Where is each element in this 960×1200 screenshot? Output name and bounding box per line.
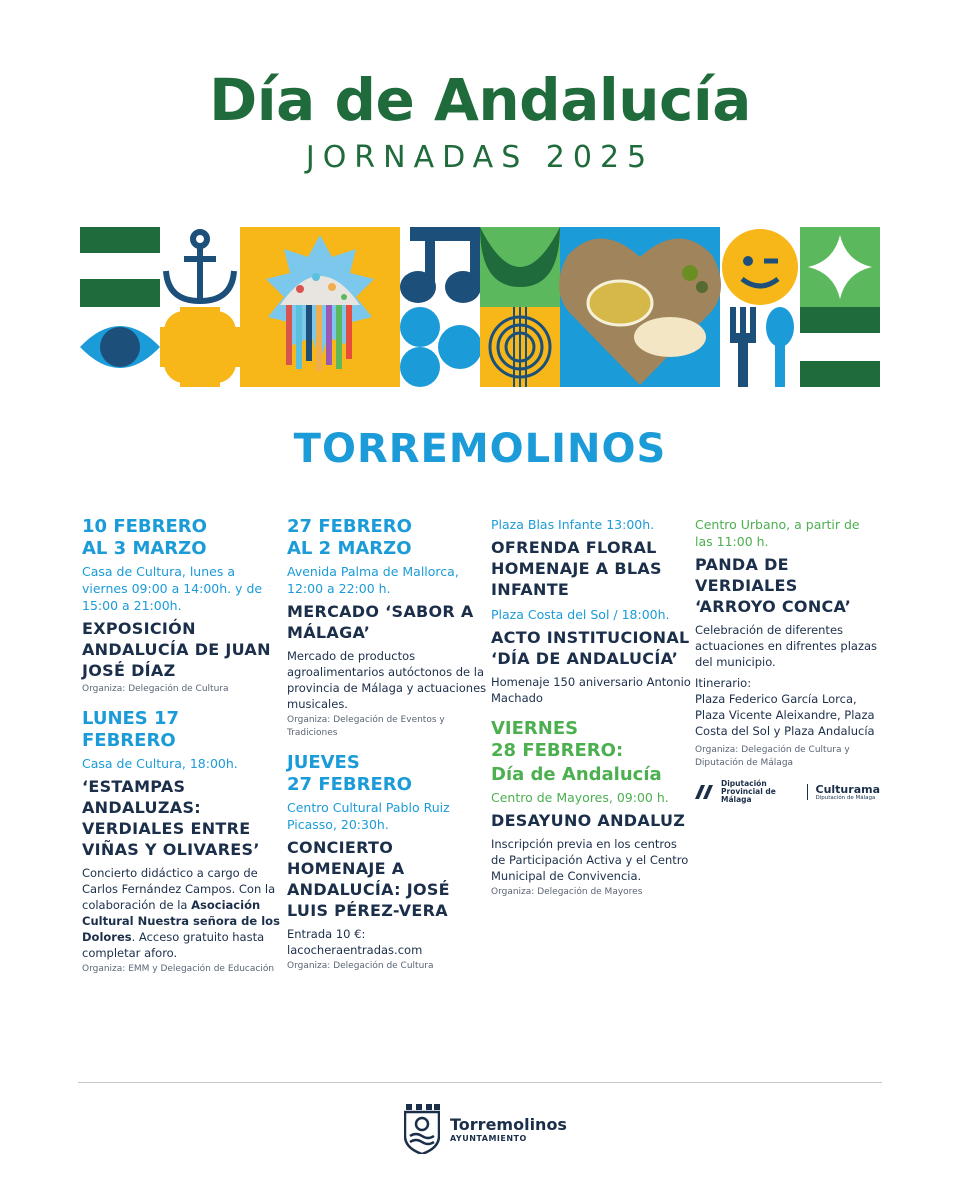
circles-icon bbox=[400, 307, 482, 387]
event-description: Homenaje 150 aniversario Antonio Machado bbox=[491, 675, 691, 705]
sponsor-divider bbox=[807, 784, 808, 800]
eye-icon bbox=[80, 326, 160, 368]
culturama-sub: Diputación de Málaga bbox=[815, 794, 876, 801]
column-2 bbox=[287, 516, 487, 973]
footer-sub: AYUNTAMIENTO bbox=[450, 1133, 527, 1143]
footer-divider bbox=[78, 1082, 882, 1083]
event-organizer: Organiza: Delegación de Mayores bbox=[491, 887, 643, 897]
event-organizer: Organiza: EMM y Delegación de Educación bbox=[82, 964, 275, 974]
verdiales-hat-image bbox=[240, 227, 400, 387]
anchor-icon bbox=[166, 232, 234, 301]
event-title: ‘ESTAMPAS ANDALUZAS: VERDIALES ENTRE VIÑAS Y OLIVARES’ bbox=[82, 777, 260, 859]
itinerary-label: Itinerario: bbox=[695, 676, 752, 690]
event-title: EXPOSICIÓN ANDALUCÍA DE JUAN JOSÉ DÍAZ bbox=[82, 619, 271, 680]
diputacion-icon bbox=[695, 785, 717, 799]
olive-oil-heart-image bbox=[559, 227, 721, 387]
culturama-name: Culturama bbox=[815, 782, 880, 796]
event-organizer: Organiza: Delegación de Cultura bbox=[82, 684, 229, 694]
diputacion-name: Diputación Provincial de Málaga bbox=[721, 779, 776, 804]
event-title: CONCIERTO HOMENAJE A ANDALUCÍA: JOSÉ LUIS PÉREZ-VERA bbox=[287, 838, 450, 920]
guitar-icon bbox=[480, 307, 560, 387]
event-organizer: Organiza: Delegación de Cultura y Diputación de Málaga bbox=[695, 745, 850, 768]
event-description: Celebración de diferentes actuaciones en difrentes plazas del municipio. bbox=[695, 623, 878, 669]
event-description: Mercado de productos agroalimentarios autóctonos de la provincia de Málaga y actuaciones musicales. bbox=[287, 649, 487, 711]
event-organizer: Organiza: Delegación de Cultura bbox=[287, 961, 434, 971]
column-4 bbox=[695, 516, 880, 804]
event-description: Inscripción previa en los centros de Participación Activa y el Centro Municipal de Convivencia. bbox=[491, 837, 689, 883]
flag-stripes-icon bbox=[800, 307, 880, 387]
footer-name: Torremolinos bbox=[450, 1114, 567, 1134]
event-date: 10 FEBRERO bbox=[82, 516, 207, 537]
event-date: JUEVES bbox=[287, 752, 360, 773]
andalusian-flag-icon bbox=[80, 227, 160, 307]
event-location: Centro Cultural Pablo Ruiz Picasso, 20:30h. bbox=[287, 800, 450, 832]
sponsor-logos bbox=[695, 780, 880, 804]
column-3 bbox=[491, 516, 691, 899]
footer-logo bbox=[404, 1104, 567, 1154]
event-location: Avenida Palma de Mallorca, 12:00 a 22:00 h. bbox=[287, 564, 459, 596]
decorative-banner bbox=[80, 227, 880, 387]
event-date: 27 FEBRERO bbox=[287, 516, 412, 537]
event-date: VIERNES bbox=[491, 718, 579, 739]
event-date: AL 3 MARZO bbox=[82, 538, 207, 559]
event-description: Concierto didáctico a cargo de Carlos Fernández Campos. Con la colaboración de la Asociación Cultural Nuestra señora de los Dolores. Acceso gratuito hasta completar aforo. bbox=[82, 866, 280, 960]
cross-shape-icon bbox=[160, 307, 240, 387]
smiley-icon bbox=[722, 229, 798, 305]
footer-text bbox=[450, 1116, 567, 1143]
page-title: Día de Andalucía bbox=[209, 66, 751, 134]
plant-icon bbox=[480, 227, 560, 307]
event-location: Casa de Cultura, 18:00h. bbox=[82, 756, 238, 771]
day-label: Día de Andalucía bbox=[491, 764, 662, 785]
event-location: Plaza Blas Infante 13:00h. bbox=[491, 517, 655, 532]
association-name: Asociación Cultural Nuestra señora de los Dolores bbox=[82, 898, 280, 944]
event-location: Casa de Cultura, lunes a viernes 09:00 a 14:00h. y de 15:00 a 21:00h. bbox=[82, 564, 263, 613]
coat-of-arms-icon bbox=[404, 1104, 440, 1154]
culturama-logo bbox=[816, 784, 881, 801]
event-title: MERCADO ‘SABOR A MÁLAGA’ bbox=[287, 602, 474, 642]
column-1 bbox=[82, 516, 282, 976]
event-title: ACTO INSTITUCIONAL ‘DÍA DE ANDALUCÍA’ bbox=[491, 628, 690, 668]
event-title: DESAYUNO ANDALUZ bbox=[491, 811, 686, 830]
music-note-icon bbox=[400, 227, 481, 303]
city-heading: TORREMOLINOS bbox=[293, 426, 667, 472]
event-date: AL 2 MARZO bbox=[287, 538, 412, 559]
event-organizer: Organiza: Delegación de Eventos y Tradiciones bbox=[287, 715, 445, 738]
event-date: FEBRERO bbox=[82, 730, 176, 751]
event-date: LUNES 17 bbox=[82, 708, 180, 729]
event-title: PANDA DE VERDIALES ‘ARROYO CONCA’ bbox=[695, 555, 852, 616]
event-date: 27 FEBRERO bbox=[287, 774, 412, 795]
page-subtitle: JORNADAS 2025 bbox=[305, 140, 655, 175]
itinerary-text: Plaza Federico García Lorca, Plaza Vicente Aleixandre, Plaza Costa del Sol y Plaza Andalucía bbox=[695, 692, 875, 738]
event-description: Entrada 10 €: lacocheraentradas.com bbox=[287, 927, 423, 957]
cutlery-icon bbox=[730, 307, 794, 387]
event-location: Plaza Costa del Sol / 18:00h. bbox=[491, 607, 670, 622]
event-date: 28 FEBRERO: bbox=[491, 740, 624, 761]
event-location: Centro Urbano, a partir de las 11:00 h. bbox=[695, 517, 860, 549]
event-location: Centro de Mayores, 09:00 h. bbox=[491, 790, 669, 805]
diputacion-logo bbox=[695, 780, 799, 804]
star-icon bbox=[800, 227, 880, 307]
event-title: OFRENDA FLORAL HOMENAJE A BLAS INFANTE bbox=[491, 538, 662, 599]
